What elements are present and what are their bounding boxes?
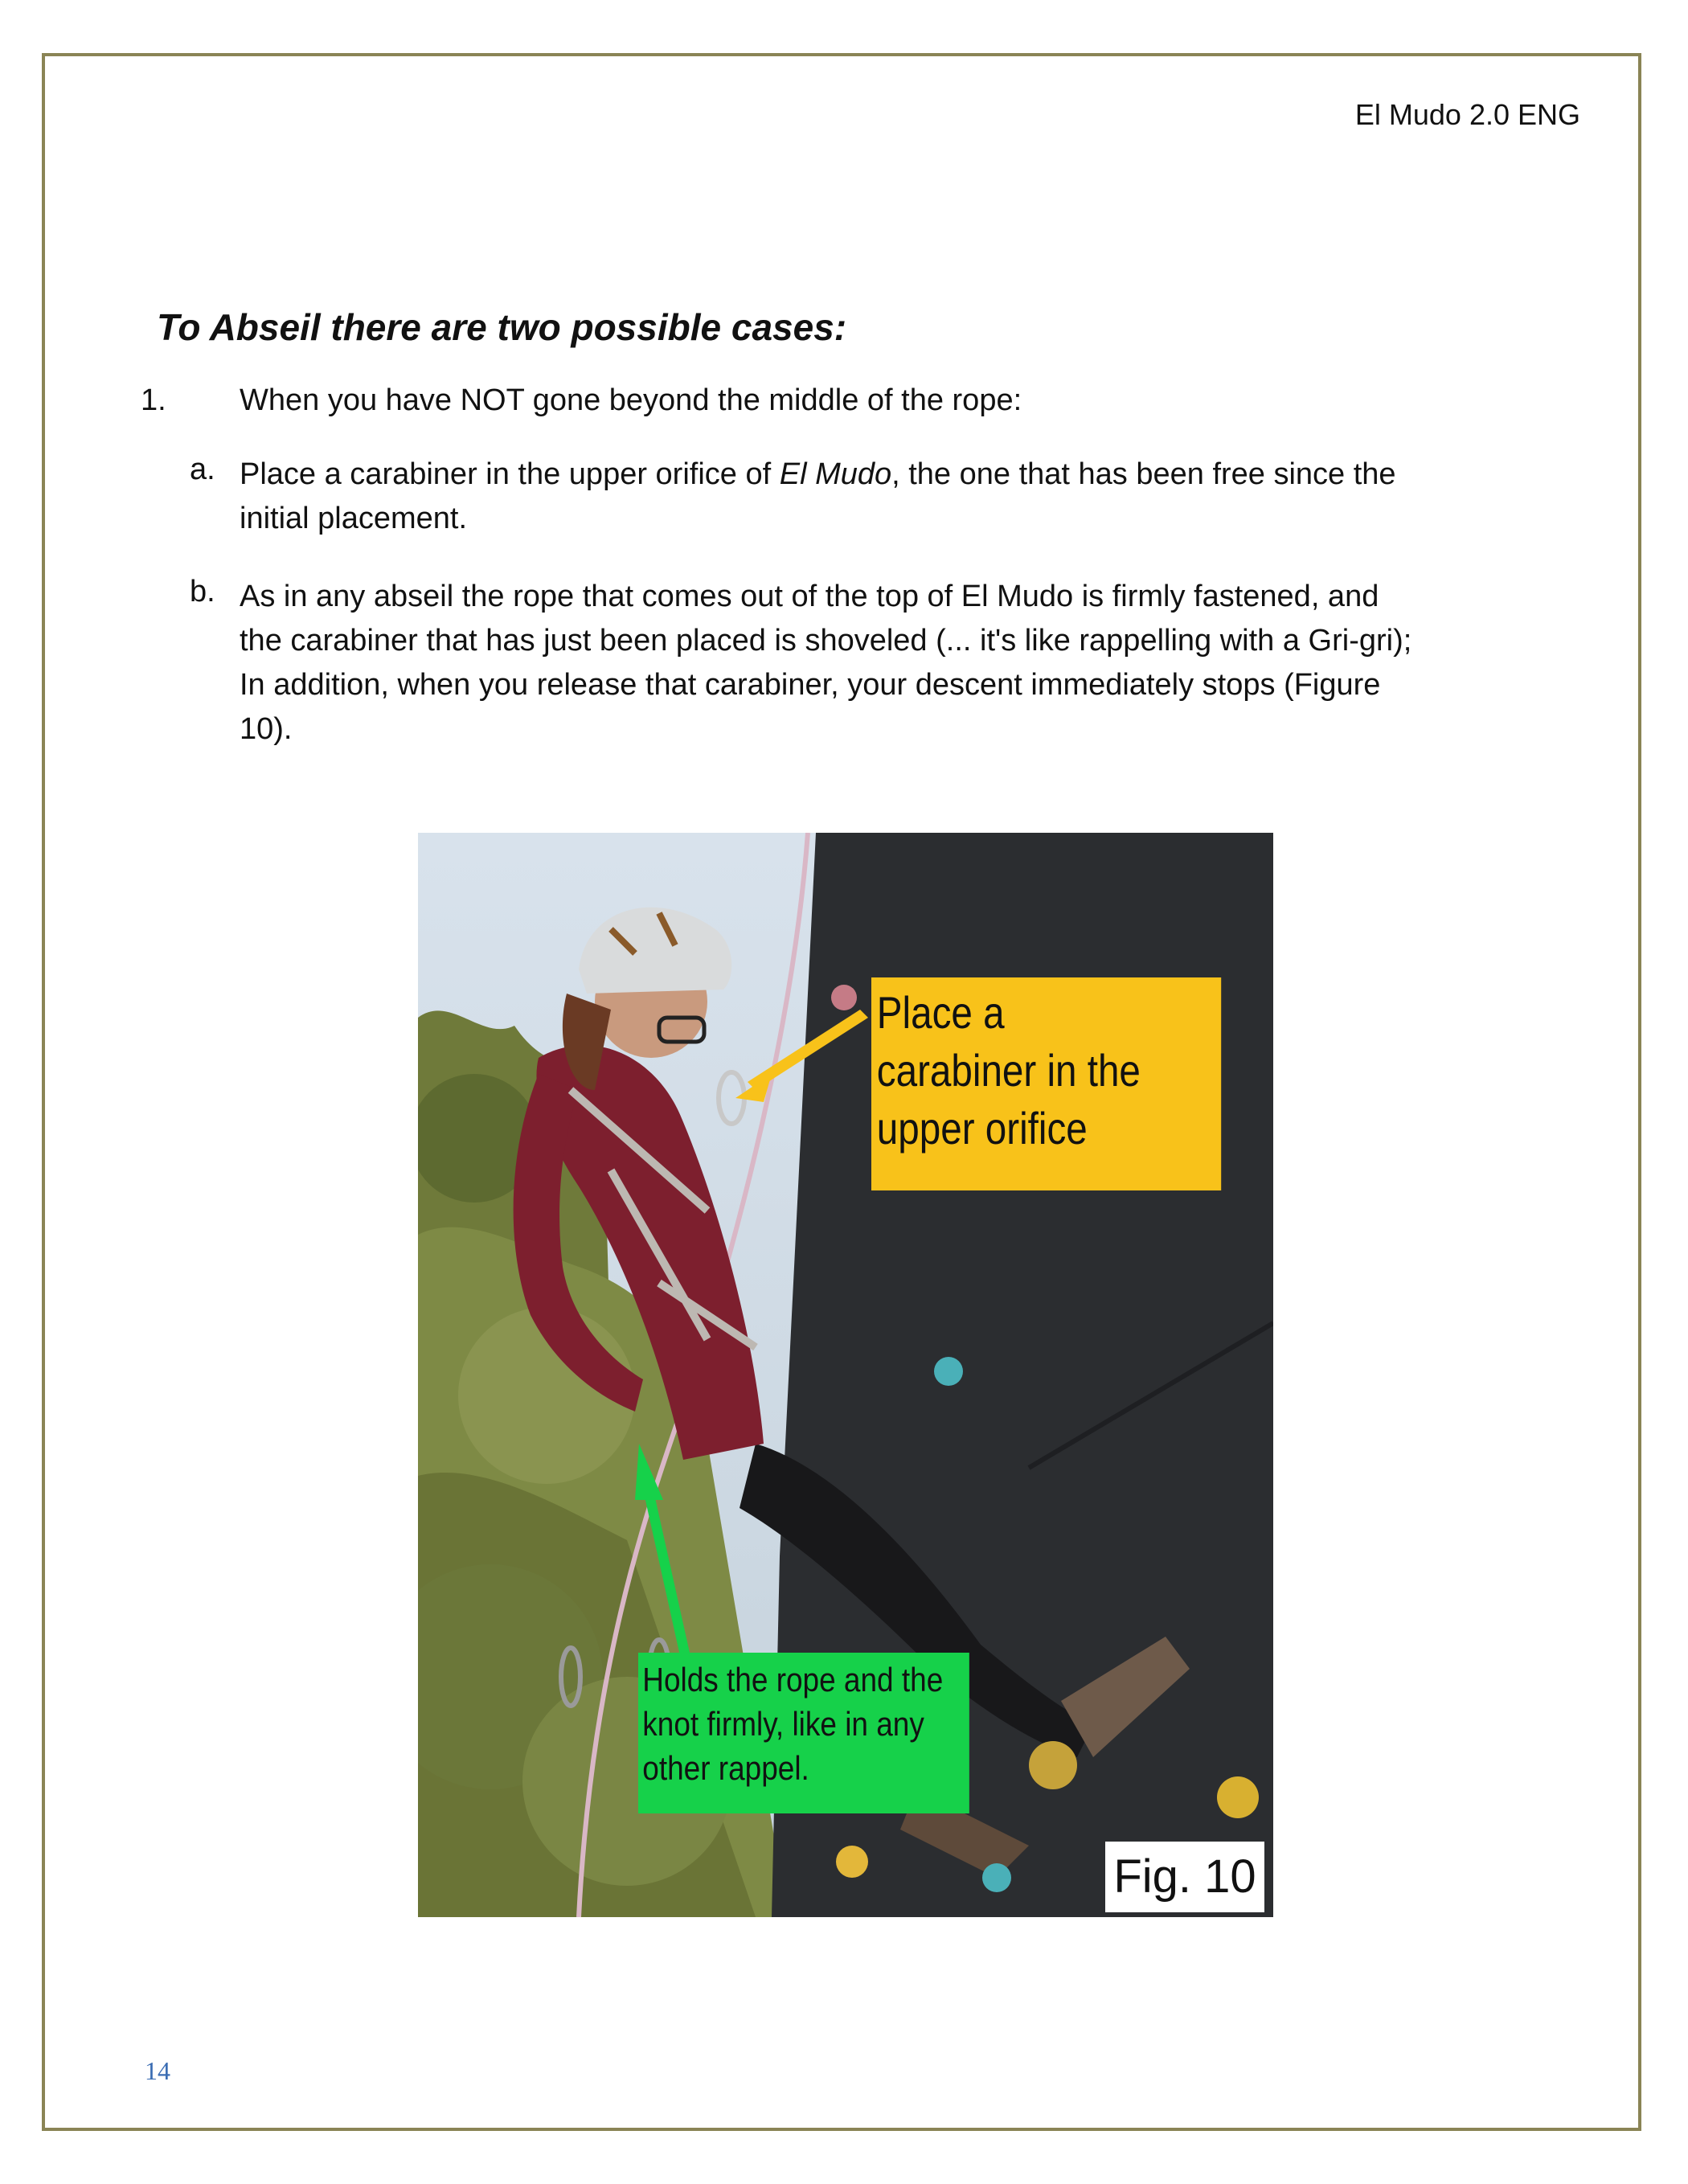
sub-item-a-text-before: Place a carabiner in the upper orifice of xyxy=(240,457,780,491)
figure-label: Fig. 10 xyxy=(1105,1842,1264,1912)
sub-item-marker-a: a. xyxy=(190,453,215,486)
sub-item-b-line4: 10). xyxy=(240,712,293,746)
callout-top-line2: carabiner in the xyxy=(876,1045,1141,1096)
section-heading: To Abseil there are two possible cases: xyxy=(157,306,847,348)
list-item-number: 1. xyxy=(141,383,166,417)
sub-item-a-text-after: , the one that has been free since the xyxy=(891,457,1396,491)
sub-item-b-line3: In addition, when you release that carabiner, your descent immediately stops (Figure xyxy=(240,668,1381,702)
sub-item-b-line1: As in any abseil the rope that comes out of the top of El Mudo is firmly fastened, and xyxy=(240,580,1379,613)
rope-callout xyxy=(638,1653,969,1813)
sub-item-a-line1 xyxy=(240,453,1526,497)
sub-item-a xyxy=(240,453,1526,541)
page-number: 14 xyxy=(145,2056,170,2085)
callout-bottom-line3: other rappel. xyxy=(642,1749,809,1787)
sub-item-b xyxy=(240,575,1526,752)
callout-bottom-line1: Holds the rope and the xyxy=(642,1661,944,1698)
sub-item-a-line2: initial placement. xyxy=(240,502,468,535)
el-mudo-italic: El Mudo xyxy=(779,457,892,491)
sub-item-b-line2: the carabiner that has just been placed is shoveled (... it's like rappelling with a Gri-gri); xyxy=(240,624,1412,658)
figure-photo xyxy=(418,833,1273,1917)
sub-item-marker-b: b. xyxy=(190,575,215,608)
list-item-text: When you have NOT gone beyond the middle of the rope: xyxy=(240,383,1022,417)
carabiner-callout xyxy=(871,977,1221,1190)
document-header: El Mudo 2.0 ENG xyxy=(1354,98,1580,131)
callout-top-line1: Place a xyxy=(876,987,1005,1038)
callout-top-line3: upper orifice xyxy=(876,1103,1088,1153)
callout-bottom-line2: knot firmly, like in any xyxy=(642,1705,924,1743)
